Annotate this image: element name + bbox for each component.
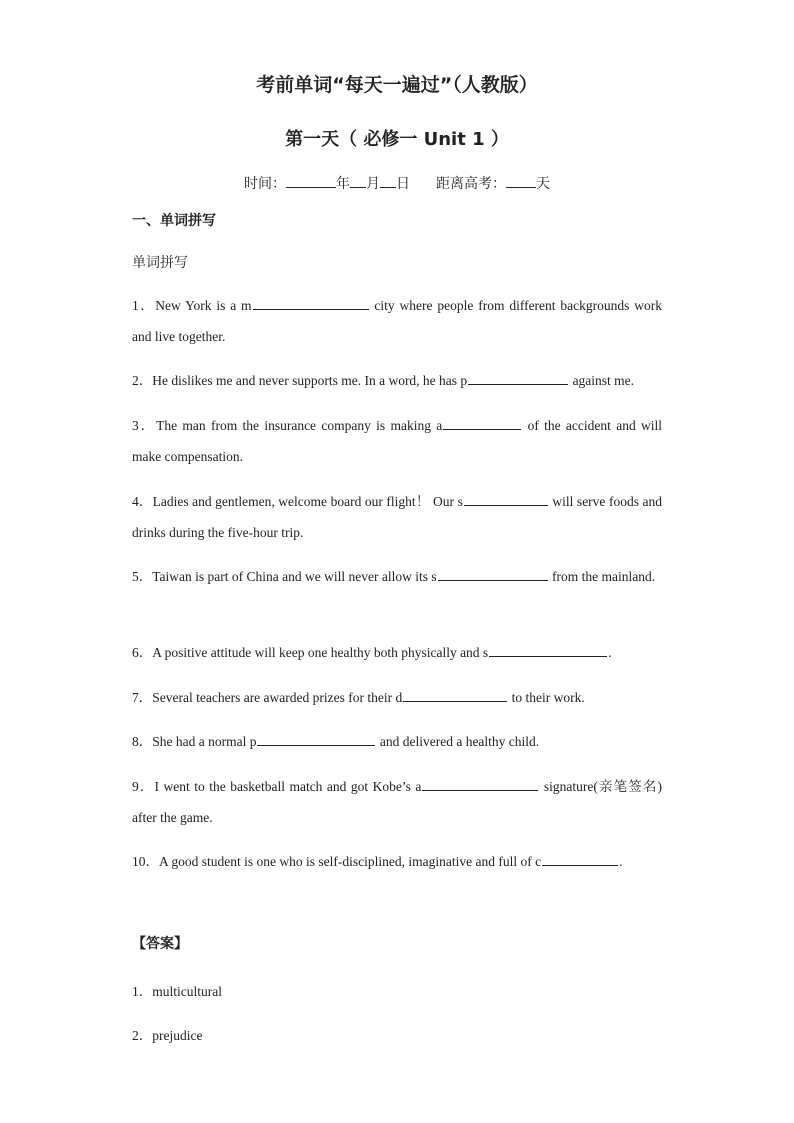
question-number: 8． <box>132 734 153 749</box>
answer-blank[interactable] <box>468 370 568 385</box>
day-blank[interactable] <box>380 174 396 188</box>
question-text: A positive attitude will keep one healthy both physically and s <box>152 645 489 660</box>
question-9 <box>132 771 662 833</box>
question-text: He dislikes me and never supports me. In a word, he has p <box>152 373 468 388</box>
answer-blank[interactable] <box>403 687 507 702</box>
question-text: She had a normal p <box>152 734 257 749</box>
month-label: 月 <box>366 176 380 192</box>
question-8 <box>132 726 662 757</box>
year-blank[interactable] <box>286 174 336 188</box>
question-text: Ladies and gentlemen, welcome board our flight！ Our s <box>152 494 463 509</box>
question-text-end: to their work. <box>508 690 585 705</box>
question-number: 6． <box>132 645 153 660</box>
answer-blank[interactable] <box>542 851 618 866</box>
question-10 <box>132 846 662 877</box>
question-text-end: . <box>608 645 612 660</box>
date-line <box>0 173 794 193</box>
countdown-blank[interactable] <box>506 174 536 188</box>
answer-item-1 <box>132 980 222 1000</box>
question-text: A good student is one who is self-disciplined, imaginative and full of c <box>159 854 542 869</box>
answer-number: 2． <box>132 1028 153 1043</box>
answers-heading: 【答案】 <box>132 936 188 952</box>
question-number: 1． <box>132 298 156 313</box>
time-label: 时间： <box>244 176 286 192</box>
answer-blank[interactable] <box>443 415 521 430</box>
question-5 <box>132 561 662 592</box>
question-text: Several teachers are awarded prizes for their d <box>152 690 403 705</box>
question-text-end: city where people from different backgrounds work and live together. <box>132 298 663 344</box>
question-text: The man from the insurance company is making a <box>156 418 443 433</box>
question-number: 4． <box>132 494 153 509</box>
answer-number: 1． <box>132 984 153 999</box>
answer-blank[interactable] <box>253 295 369 310</box>
question-text-end: and delivered a healthy child. <box>376 734 540 749</box>
question-number: 3． <box>132 418 157 433</box>
year-label: 年 <box>336 176 350 192</box>
question-number: 9． <box>132 779 155 794</box>
question-number: 2． <box>132 373 153 388</box>
month-blank[interactable] <box>350 174 366 188</box>
answer-blank[interactable] <box>464 491 548 506</box>
answer-text: multicultural <box>152 984 222 999</box>
question-number: 7． <box>132 690 153 705</box>
question-text-end: of the accident and will make compensation. <box>132 418 663 464</box>
question-2 <box>132 365 662 396</box>
question-text-end: from the mainland. <box>548 569 656 584</box>
question-number: 5． <box>132 569 153 584</box>
countdown-unit: 天 <box>536 176 550 192</box>
question-1 <box>132 290 662 352</box>
question-7 <box>132 682 662 713</box>
question-text-end: against me. <box>569 373 635 388</box>
question-text-end: signature(亲笔签名) after the game. <box>132 779 662 825</box>
question-text-end: . <box>619 854 623 869</box>
answer-blank[interactable] <box>422 776 538 791</box>
question-number: 10． <box>132 854 159 869</box>
answer-blank[interactable] <box>489 642 607 657</box>
answer-blank[interactable] <box>438 566 548 581</box>
question-3 <box>132 410 662 472</box>
section-subheading: 单词拼写 <box>132 255 188 271</box>
question-text-end: will serve foods and drinks during the five-hour trip. <box>132 494 662 540</box>
question-text: I went to the basketball match and got Kobe’s a <box>154 779 422 794</box>
question-text: New York is a m <box>155 298 252 313</box>
question-4 <box>132 486 662 548</box>
section-heading: 一、单词拼写 <box>132 213 216 229</box>
answer-item-2 <box>132 1024 202 1044</box>
question-6 <box>132 637 662 668</box>
day-label: 日 <box>396 176 410 192</box>
answer-blank[interactable] <box>257 731 375 746</box>
answer-text: prejudice <box>152 1028 203 1043</box>
question-text: Taiwan is part of China and we will never allow its s <box>152 569 437 584</box>
document-subtitle: 第一天（ 必修一 Unit 1 ） <box>285 129 509 150</box>
document-title: 考前单词“每天一遍过”（人教版） <box>256 74 538 96</box>
countdown-label: 距离高考： <box>436 176 506 192</box>
